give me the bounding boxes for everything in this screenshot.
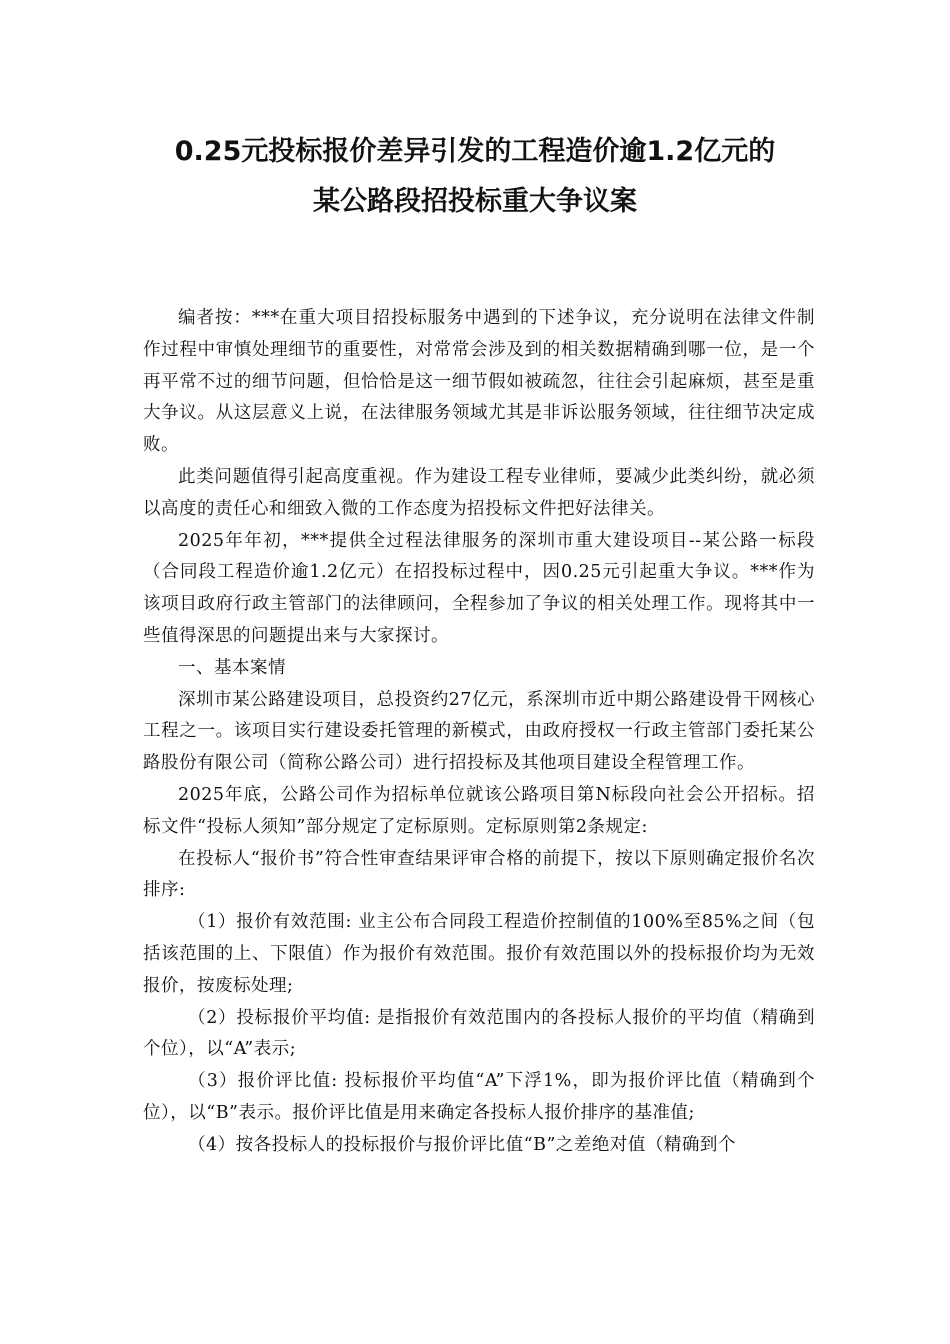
rule-item: （4）按各投标人的投标报价与报价评比值“B”之差绝对值（精确到个: [188, 1134, 736, 1155]
body-paragraph: 2025年底，公路公司作为招标单位就该公路项目第N标段向社会公开招标。招标文件“投标人须知”部分规定了定标原则。定标原则第2条规定:: [143, 784, 815, 837]
body-paragraph: 深圳市某公路建设项目，总投资约27亿元，系深圳市近中期公路建设骨干网核心工程之一。该项目实行建设委托管理的新模式，由政府授权一行政主管部门委托某公路股份有限公司（简称公路公司）进行招投标及其他项目建设全程管理工作。: [143, 689, 815, 774]
rule-item: （1）报价有效范围: 业主公布合同段工程造价控制值的100%至85%之间（包括该范围的上、下限值）作为报价有效范围。报价有效范围以外的投标报价均为无效报价，按废标处理;: [143, 912, 815, 996]
section-heading: 一、基本案情: [178, 657, 286, 678]
body-paragraph: 2025年年初，***提供全过程法律服务的深圳市重大建设项目--某公路一标段（合同段工程造价逾1.2亿元）在招投标过程中，因0.25元引起重大争议。***作为该项目政府行政主管部门的法律顾问，全程参加了争议的相关处理工作。现将其中一些值得深思的问题提出来与大家探讨。: [143, 530, 815, 646]
document-title-line-1: 0.25元投标报价差异引发的工程造价逾1.2亿元的: [174, 136, 776, 167]
rule-item: （3）报价评比值: 投标报价平均值“A”下浮1%，即为报价评比值（精确到个位），以“B”表示。报价评比值是用来确定各投标人报价排序的基准值;: [143, 1071, 815, 1123]
editor-note-paragraph: 编者按：***在重大项目招投标服务中遇到的下述争议，充分说明在法律文件制作过程中审慎处理细节的重要性，对常常会涉及到的相关数据精确到哪一位，是一个再平常不过的细节问题，但恰恰是这一细节假如被疏忽，往往会引起麻烦，甚至是重大争议。从这层意义上说，在法律服务领域尤其是非诉讼服务领域，往往细节决定成败。: [143, 308, 815, 456]
body-paragraph: 在投标人“报价书”符合性审查结果评审合格的前提下，按以下原则确定报价名次排序:: [143, 848, 815, 901]
document-title-line-2: 某公路段招投标重大争议案: [313, 186, 637, 217]
document-body: [143, 303, 815, 1162]
rule-item: （2）投标报价平均值: 是指报价有效范围内的各投标人报价的平均值（精确到个位），以“A”表示;: [143, 1007, 815, 1060]
body-paragraph: 此类问题值得引起高度重视。作为建设工程专业律师，要减少此类纠纷，就必须以高度的责任心和细致入微的工作态度为招投标文件把好法律关。: [143, 466, 815, 519]
